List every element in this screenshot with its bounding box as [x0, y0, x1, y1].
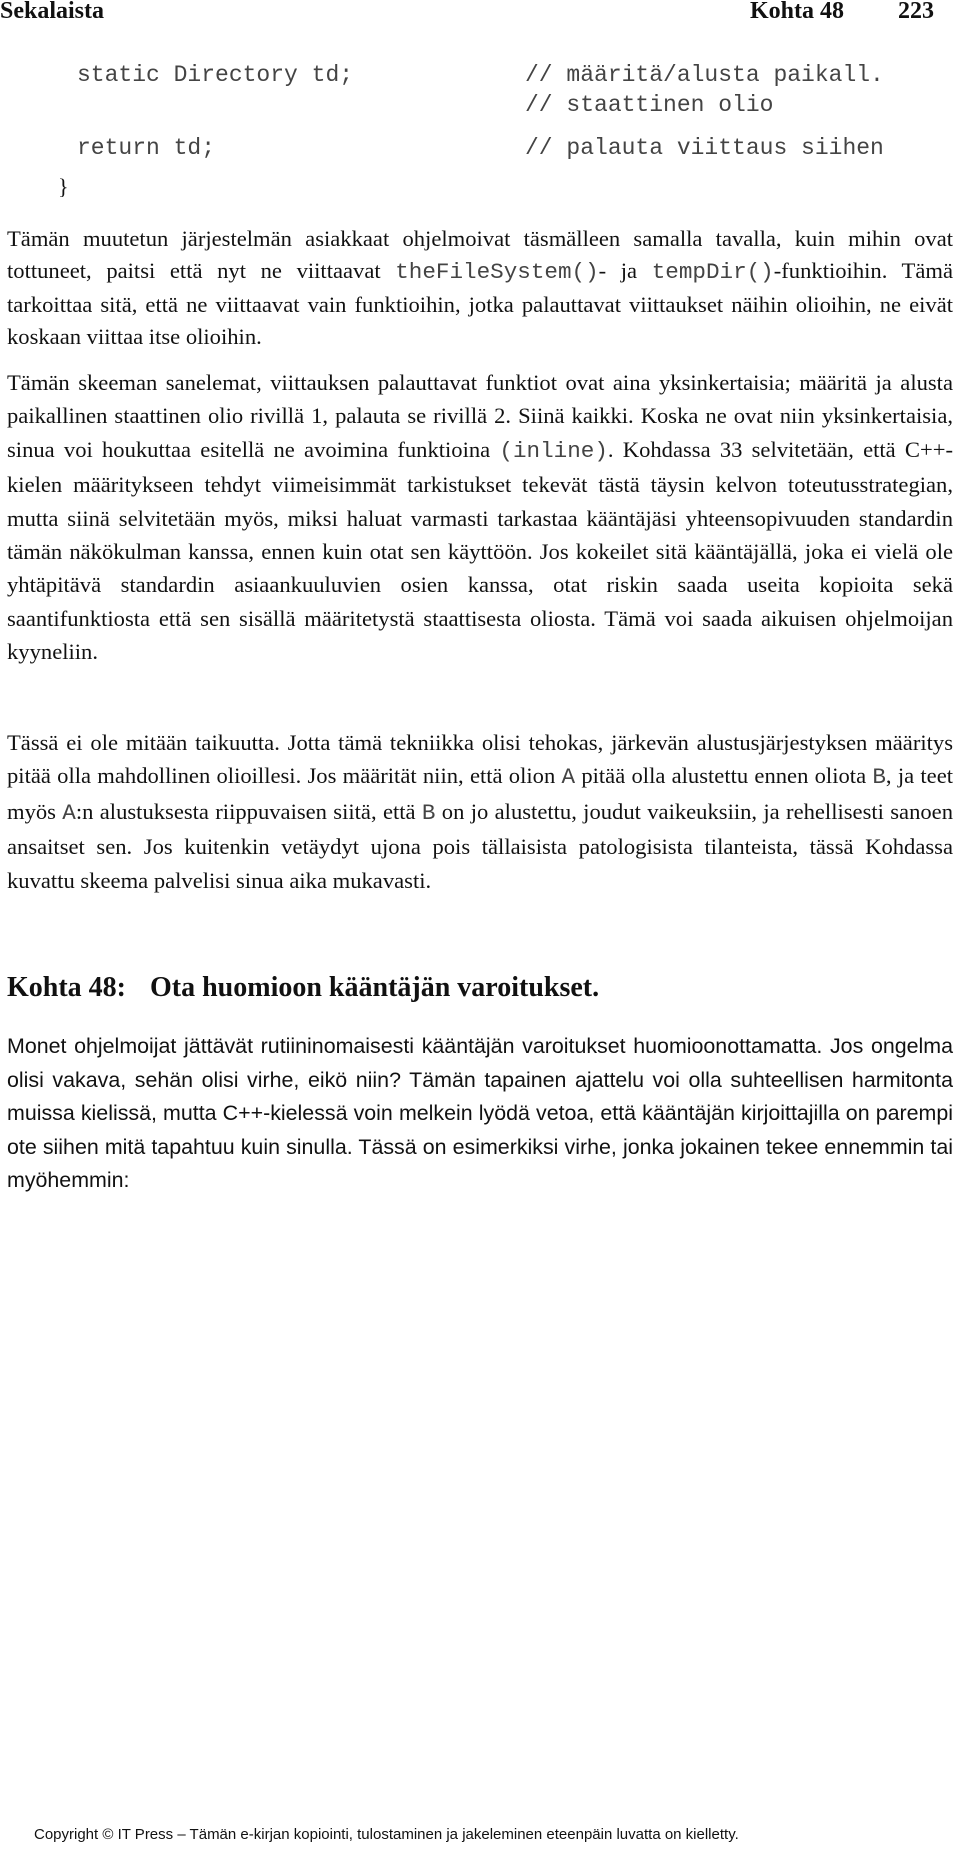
para3-text-5: on jo alustettu, joudut vaikeuksiin, ja rehellisesti sanoen ansaitset sen. Jos kuitenkin vetäydyt ujona pois tällaisista patologisista tilanteista, tässä Kohdassa kuvattu skeema palvelisi sinua aika mukavasti. [7, 798, 953, 893]
para3-text-4: :n alustuksesta riippuvaisen siitä, että [75, 798, 422, 824]
para3-code-3: A [62, 799, 76, 826]
code-comment-1: // määritä/alusta paikall. [525, 62, 884, 88]
paragraph-1 [7, 223, 953, 353]
code-line-3: return td; [77, 135, 216, 161]
section-title: Sekalaista [0, 0, 105, 24]
para1-code-2: tempDir() [651, 259, 774, 286]
closing-brace: } [58, 174, 69, 199]
copyright-footer: Copyright © IT Press – Tämän e-kirjan kopiointi, tulostaminen ja jakeleminen eteenpäin luvatta on kielletty. [34, 1826, 739, 1843]
para3-code-1: A [561, 764, 576, 791]
para3-code-4: B [421, 799, 436, 826]
heading-title: Ota huomioon kääntäjän varoitukset. [150, 972, 600, 1003]
item-heading [7, 972, 599, 1004]
para1-text-3: -funktioihin. Tämä tarkoittaa sitä, että ne viittaavat vain funktioihin, jotka palauttavat viittaukset näihin olioihin, ne eivät koskaan viittaa itse olioihin. [7, 258, 953, 349]
para2-text-2: . Kohdassa 33 selvitetään, että C++-kielen määritykseen tehdyt viimeisimmät tarkistukset tekevät tästä täysin kelvon toteutusstrategian, mutta siinä selvitetään myös, miksi haluat varmasti tarkastaa kääntäjäsi yhteensopivuuden standardin tämän näkökulman kanssa, ennen kuin otat sen käyttöön. Jos kokeilet sitä kääntäjällä, joka ei vielä ole yhtäpitävä standardin asiaankuuluvien osien kanssa, otat riskin saada useita kopioita sekä saantifunktiosta että sen sisällä määritetystä staattisesta oliosta. Tämä voi saada aikuisen ohjelmoijan kyyneliin. [7, 436, 954, 665]
heading-number: Kohta 48: [7, 972, 126, 1003]
item-title: Kohta 48 [750, 0, 845, 24]
page-number: 223 [898, 0, 934, 24]
code-line-1: static Directory td; [77, 62, 354, 88]
para1-code-1: theFileSystem() [395, 259, 599, 286]
para1-text-2: - ja [598, 258, 652, 284]
paragraph-2 [7, 366, 953, 669]
para3-code-2: B [872, 764, 886, 791]
para1-text-1: Tämän muutetun järjestelmän asiakkaat ohjelmoivat täsmälleen samalla tavalla, kuin mihin ovat tottuneet, paitsi että nyt ne viittaavat [7, 226, 953, 284]
code-comment-2: // staattinen olio [525, 92, 774, 118]
paragraph-3 [7, 726, 953, 897]
page-header [0, 0, 960, 28]
para4-text: Monet ohjelmoijat jättävät rutiininomaisesti kääntäjän varoitukset huomioonottamatta. Jos ongelma olisi vakava, sehän olisi virhe, eikö niin? Tämän tapainen ajattelu voi olla suhteellisen harmitonta muissa kielissä, mutta C++-kielessä voin melkein lyödä vetoa, että kääntäjän kirjoittajilla on parempi ote siihen mitä tapahtuu kuin sinulla. Tässä on esimerkiksi virhe, jonka jokainen tekee ennemmin tai myöhemmin: [7, 1034, 953, 1192]
para3-text-1: Tässä ei ole mitään taikuutta. Jotta tämä tekniikka olisi tehokas, järkevän alustusjärjestyksen määritys pitää olla mahdollinen olioillesi. Jos määrität niin, että olion [7, 730, 953, 789]
para2-text-1: Tämän skeeman sanelemat, viittauksen palauttavat funktiot ovat aina yksinkertaisia; määritä ja alusta paikallinen staattinen olio rivillä 1, palauta se rivillä 2. Siinä kaikki. Koska ne ovat niin yksinkertaisia, sinua voi houkuttaa esitellä ne avoimina funktioina [7, 370, 953, 462]
paragraph-4 [7, 1030, 953, 1198]
code-comment-3: // palauta viittaus siihen [525, 135, 884, 161]
para2-code-1: (inline) [499, 437, 608, 464]
para3-text-2: pitää olla alustettu ennen oliota [575, 763, 873, 789]
para3-text-3: , ja teet myös [7, 763, 953, 824]
